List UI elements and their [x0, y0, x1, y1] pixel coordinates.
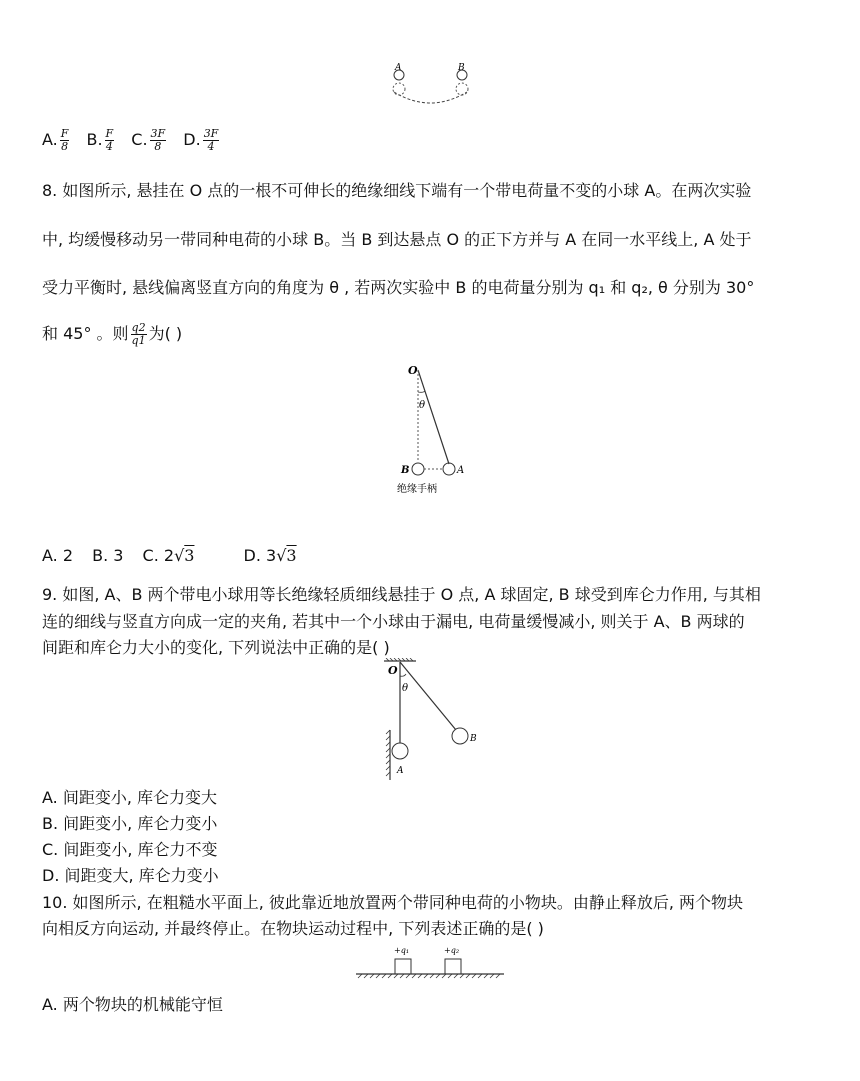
- q8-option-d[interactable]: D. 3√3: [243, 546, 297, 565]
- q9-option-b[interactable]: B. 间距变小, 库仑力变小: [42, 814, 218, 833]
- fig9-string-b: [400, 662, 456, 730]
- fig8-string: [418, 370, 449, 464]
- fig8-sphere-a: [443, 463, 455, 475]
- fig-two-blocks: [354, 942, 506, 982]
- fig10-block-1: [395, 959, 411, 974]
- dashed-arc: [394, 92, 467, 103]
- q8-option-b[interactable]: B. 3: [92, 546, 124, 565]
- fig8-label-a: A: [457, 465, 465, 476]
- q7-option-d[interactable]: D. $\frac{3F}{4}$: [183, 127, 219, 153]
- fig8-angle-arc: [418, 391, 425, 392]
- q8-line-2: 中, 均缓慢移动另一带同种电荷的小球 B。当 B 到达悬点 O 的正下方并与 A 在同一水平线上, A 处于: [42, 230, 752, 249]
- fig9-sphere-a: [392, 743, 408, 759]
- fig8-label-o: O: [408, 364, 418, 377]
- fig-top-label-a: A: [395, 63, 402, 73]
- fig9-label-b: B: [470, 734, 477, 744]
- fig9-sphere-b: [452, 728, 468, 744]
- q9-line-3: 间距和库仑力大小的变化, 下列说法中正确的是( ): [42, 638, 390, 657]
- fig10-label-q2: +q₂: [444, 946, 460, 955]
- sphere-a-dashed: [393, 83, 405, 95]
- q9-line-2: 连的细线与竖直方向成一定的夹角, 若其中一个小球由于漏电, 电荷量缓慢减小, 则关于 A、B 两球的: [42, 612, 745, 631]
- q9-option-c[interactable]: C. 间距变小, 库仑力不变: [42, 840, 218, 859]
- q10-option-a[interactable]: A. 两个物块的机械能守恒: [42, 995, 223, 1014]
- q8-line-3: 受力平衡时, 悬线偏离竖直方向的角度为 θ , 若两次实验中 B 的电荷量分别为 q₁ 和 q₂, θ 分别为 30°: [42, 278, 755, 297]
- q7-option-b[interactable]: B. $\frac{F}{4}$: [86, 127, 114, 153]
- fig8-label-b: B: [401, 465, 410, 476]
- fig9-angle-arc: [400, 674, 406, 676]
- fig-two-pendulums: [376, 658, 496, 782]
- q8-option-c[interactable]: C. 2√3: [142, 546, 195, 565]
- fig10-label-q1: +q₁: [394, 946, 410, 955]
- fig-pendulum-handle: [390, 362, 480, 498]
- fig9-label-o: O: [388, 664, 398, 677]
- q7-options: [42, 128, 231, 153]
- fig-top-label-b: B: [458, 63, 465, 73]
- fig8-sphere-b: [412, 463, 424, 475]
- fig8-label-theta: θ: [419, 400, 426, 411]
- fig-ab-spheres: [380, 62, 480, 112]
- q10-line-1: 10. 如图所示, 在粗糙水平面上, 彼此靠近地放置两个带同种电荷的小物块。由静止释放后, 两个物块: [42, 893, 744, 912]
- fig9-label-a: A: [397, 766, 404, 776]
- q8-option-a[interactable]: A. 2: [42, 546, 74, 565]
- q7-option-a[interactable]: A. $\frac{F}{8}$: [42, 127, 69, 153]
- fig8-caption: 绝缘手柄: [397, 484, 437, 495]
- q8-line-1: 8. 如图所示, 悬挂在 O 点的一根不可伸长的绝缘细线下端有一个带电荷量不变的小球 A。在两次实验: [42, 181, 752, 200]
- sphere-b-dashed: [456, 83, 468, 95]
- q9-option-d[interactable]: D. 间距变大, 库仑力变小: [42, 866, 219, 885]
- q7-option-c[interactable]: C. $\frac{3F}{8}$: [131, 127, 166, 153]
- fig9-label-theta: θ: [402, 683, 409, 694]
- q10-line-2: 向相反方向运动, 并最终停止。在物块运动过程中, 下列表述正确的是( ): [42, 919, 544, 938]
- q8-options: [42, 546, 297, 566]
- fig9-wall-hatch: [386, 730, 390, 776]
- q9-option-a[interactable]: A. 间距变小, 库仑力变大: [42, 788, 218, 807]
- q9-line-1: 9. 如图, A、B 两个带电小球用等长绝缘轻质细线悬挂于 O 点, A 球固定, B 球受到库仑力作用, 与其相: [42, 585, 761, 604]
- fig10-block-2: [445, 959, 461, 974]
- q8-line-4: 和 45° 。则 $\frac{q2}{q1}$ 为( ): [42, 321, 183, 347]
